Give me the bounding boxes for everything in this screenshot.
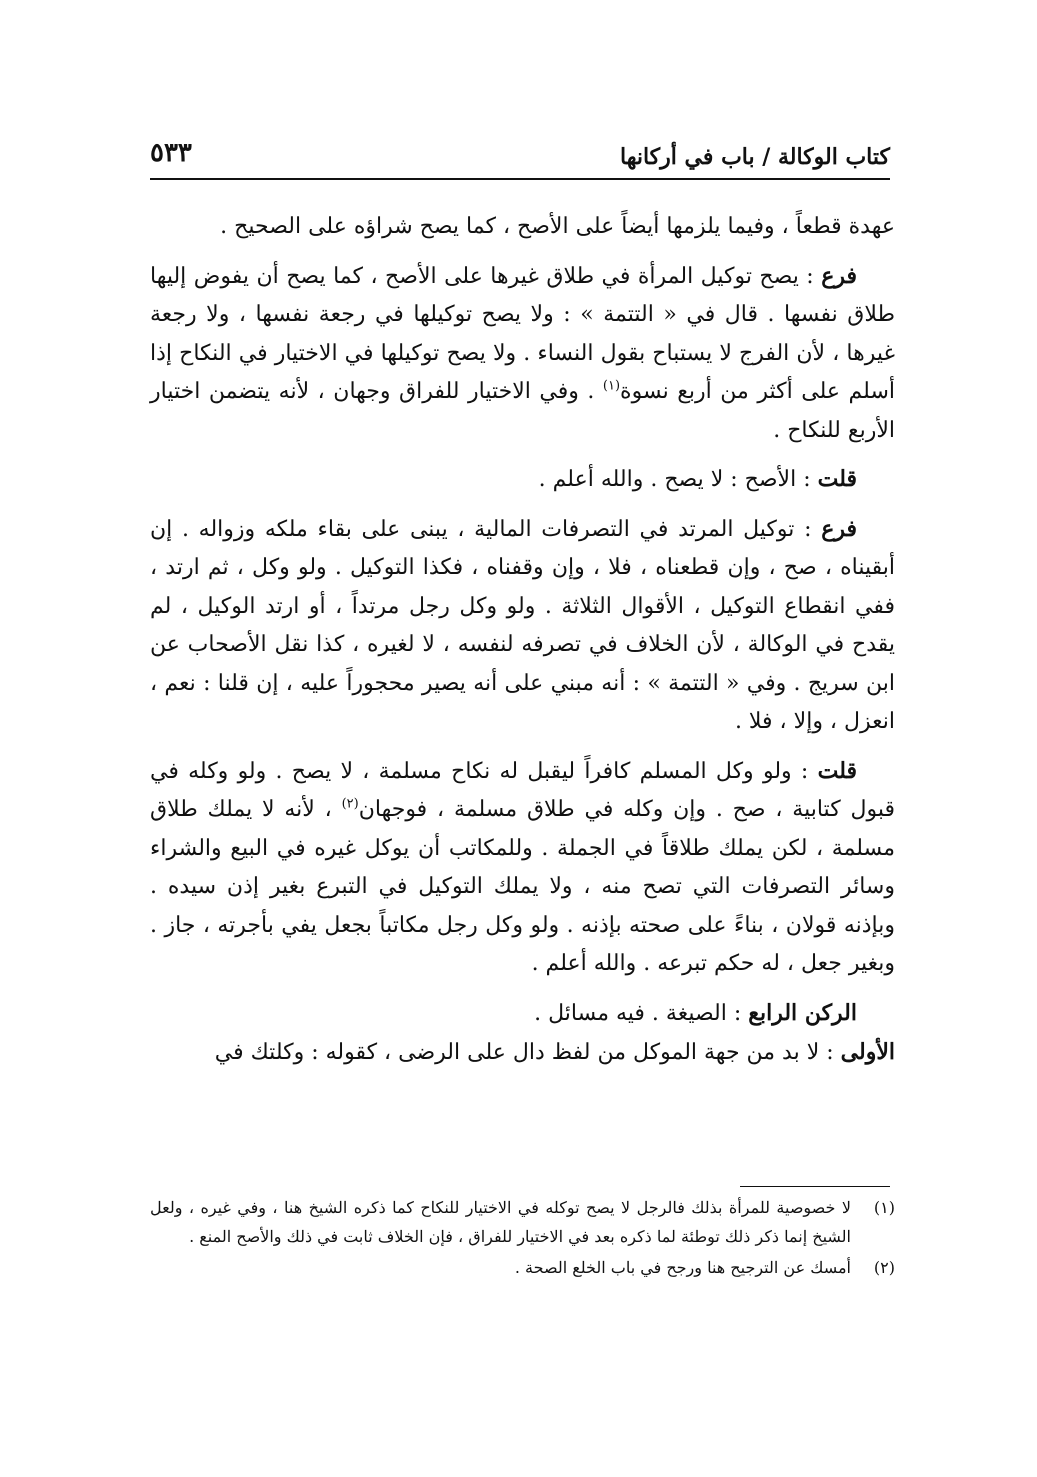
running-title: كتاب الوكالة / باب في أركانها: [620, 144, 890, 170]
paragraph-5-lead: قلت: [817, 757, 857, 784]
paragraph-2-text-b: . وفي الاختيار للفراق وجهان ، لأنه يتضمن اختيار الأربع للنكاح .: [150, 379, 895, 443]
paragraph-2: [150, 257, 895, 451]
footnotes: [150, 1193, 895, 1284]
paragraph-4-lead: فرع: [821, 515, 857, 542]
footnote-divider: [740, 1186, 890, 1187]
footnote-1: [150, 1193, 895, 1251]
paragraph-7: [150, 1033, 895, 1073]
paragraph-3-lead: قلت: [817, 466, 857, 492]
page-header: [150, 138, 890, 178]
paragraph-4: [150, 510, 895, 742]
paragraph-5: [150, 752, 895, 984]
paragraph-6-lead: الركن الرابع: [748, 999, 857, 1026]
header-divider: [150, 178, 890, 180]
page-number: ٥٣٣: [150, 138, 192, 168]
footnote-2-text: أمسك عن الترجيح هنا ورجح في باب الخلع الصحة .: [514, 1258, 851, 1277]
paragraph-1: [150, 208, 895, 247]
footnote-2-number: (٢): [873, 1258, 895, 1277]
paragraph-7-lead: الأولى: [840, 1039, 895, 1065]
footnote-ref-2[interactable]: (٢): [341, 796, 359, 812]
paragraph-6-text: : الصيغة . فيه مسائل .: [534, 1000, 749, 1026]
paragraph-2-lead: فرع: [821, 262, 857, 289]
paragraph-1-text: عهدة قطعاً ، وفيما يلزمها أيضاً على الأصح ، كما يصح شراؤه على الصحيح .: [220, 214, 895, 239]
paragraph-3-text: : الأصح : لا يصح . والله أعلم .: [538, 467, 818, 492]
paragraph-5-text-a: : ولو وكل المسلم كافراً ليقبل له نكاح مسلمة ، لا يصح . ولو وكله في قبول كتابية ، صح . وإن وكله في طلاق مسلمة ، فوجهان: [150, 758, 895, 822]
main-text: [150, 208, 895, 1073]
paragraph-7-text: : لا بد من جهة الموكل من لفظ دال على الرضى ، كقوله : وكلتك في: [214, 1040, 841, 1065]
footnote-2: [150, 1253, 895, 1282]
paragraph-6: [150, 994, 895, 1034]
footnote-1-text: لا خصوصية للمرأة بذلك فالرجل لا يصح توكله في الاختيار للنكاح كما ذكره الشيخ هنا ، وفي غيره ، ولعل الشيخ إنما ذكر ذلك توطئة لما ذكره بعد في الاختيار للفراق ، فإن الخلاف ثابت في ذلك والأصح المنع .: [150, 1198, 851, 1246]
paragraph-2-text-a: : يصح توكيل المرأة في طلاق غيرها على الأصح ، كما يصح أن يفوض إليها طلاق نفسها . قال في « التتمة » : ولا يصح توكيلها في رجعة نفسها ، ولا رجعة غيرها ، لأن الفرج لا يستباح بقول النساء . ولا يصح توكيلها في الاختيار في النكاح إذا أسلم على أكثر من أربع نسوة: [150, 263, 895, 404]
paragraph-4-text: : توكيل المرتد في التصرفات المالية ، يبنى على بقاء ملكه وزواله . إن أبقيناه ، صح ، وإن قطعناه ، فلا ، وإن وقفناه ، فكذا التوكيل . ولو وكل ، ثم ارتد ، ففي انقطاع التوكيل ، الأقوال الثلاثة . ولو وكل رجل مرتداً ، أو ارتد الوكيل ، لم يقدح في الوكالة ، لأن الخلاف في تصرفه لنفسه ، لا لغيره ، كذا نقل الأصحاب عن ابن سريج . وفي « التتمة » : أنه مبني على أنه يصير محجوراً عليه ، إن قلنا : نعم ، انعزل ، وإلا ، فلا .: [150, 516, 895, 734]
paragraph-5-text-b: ، لأنه لا يملك طلاق مسلمة ، لكن يملك طلاقاً في الجملة . وللمكاتب أن يوكل غيره في البيع والشراء وسائر التصرفات التي تصح منه ، ولا يملك التوكيل في التبرع بغير إذن سيده . وبإذنه قولان ، بناءً على صحته بإذنه . ولو وكل رجل مكاتباً بجعل يفي بأجرته ، جاز . وبغير جعل ، له حكم تبرعه . والله أعلم .: [150, 797, 895, 976]
footnote-1-number: (١): [873, 1198, 895, 1217]
footnote-ref-1[interactable]: (١): [602, 378, 621, 394]
paragraph-3: [150, 460, 895, 500]
